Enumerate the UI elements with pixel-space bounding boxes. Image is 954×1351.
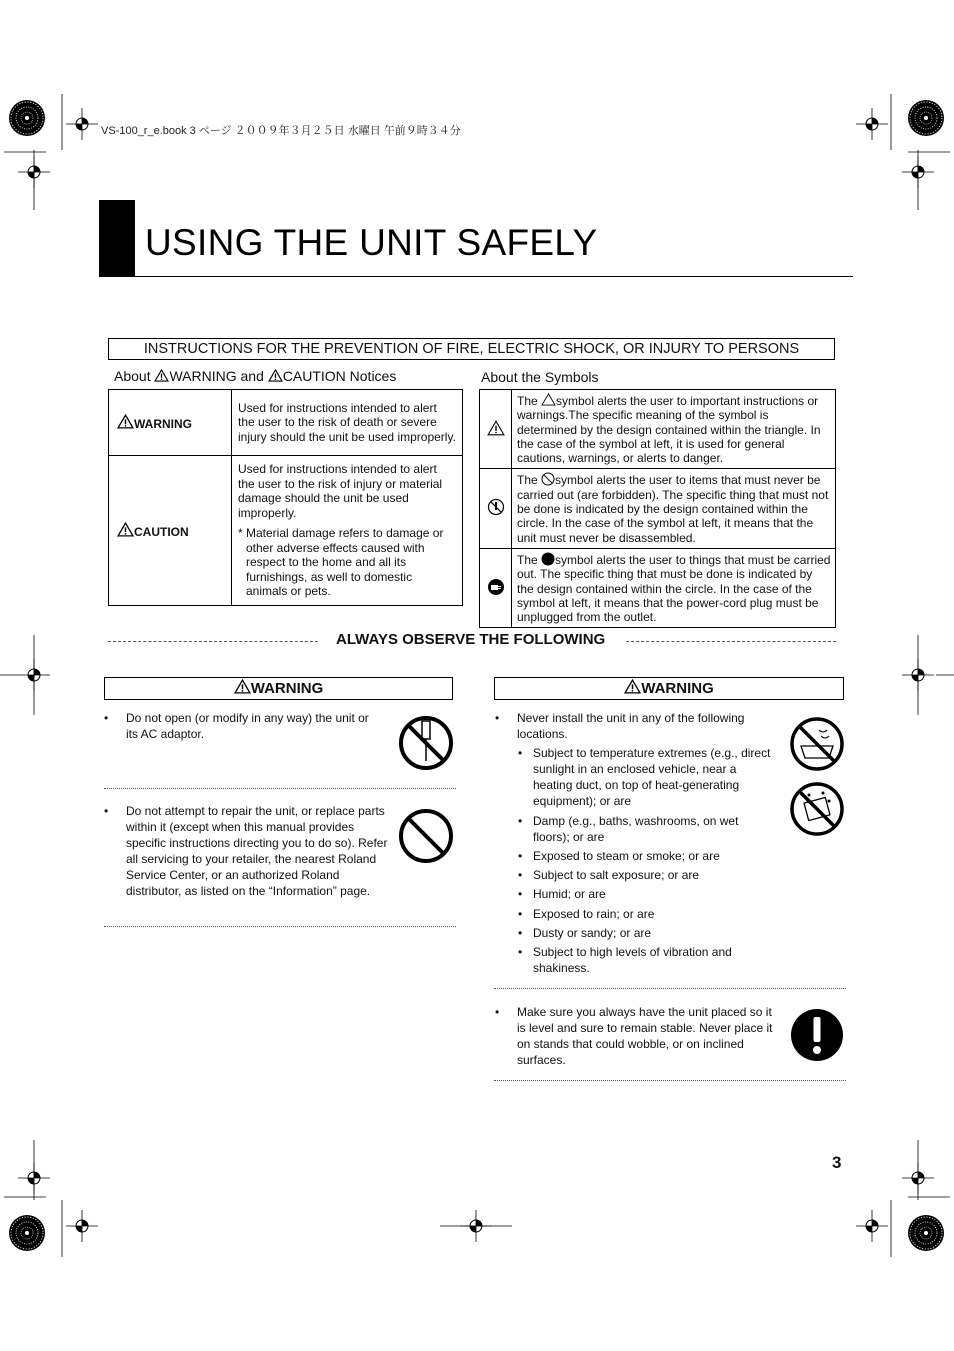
about-prefix: About [114,368,155,384]
location-text: Damp (e.g., baths, washrooms, on wet floors); or are [533,814,739,844]
unplug-icon [487,578,505,596]
page-number: 3 [832,1153,842,1172]
divider [494,988,846,989]
item-text: Do not open (or modify in any way) the unit or its AC adaptor. [126,711,369,741]
symbol-desc-text: symbol alerts the user to things that must be carried out. The specific thing that must be done is indicated by the design contained within the circle. In the case of the symbol at left, it means that the power-cord plug must be unplugged from the outlet. [517,552,831,625]
location-text: Exposed to steam or smoke; or are [533,849,720,863]
location-text: Subject to high levels of vibration and shakiness. [533,945,732,975]
filled-circle-icon [541,552,555,566]
warning-label-cell [109,390,232,456]
list-item [104,803,388,899]
warning-label: WARNING [134,416,192,431]
no-bath-icon [789,716,845,772]
rosette-mark [9,100,45,136]
symbol-icon-cell [480,390,512,469]
triangle-exclamation-icon [487,420,505,436]
right-warning-heading [494,677,844,700]
symbol-description [512,390,836,469]
bullet: • [518,746,523,760]
symbol-desc-prefix: The [517,552,542,567]
caution-label: CAUTION [134,524,189,539]
symbol-description [512,548,836,627]
symbols-table [479,389,836,628]
warning-description: Used for instructions intended to alert the user to the risk of death or severe injury should the unit be used improperly. [232,390,463,456]
divider [626,641,836,642]
location-item [518,867,778,883]
item-text: Never install the unit in any of the following locations. [517,711,745,741]
warning-triangle-icon [234,679,251,694]
location-item [518,745,778,809]
title-rule [99,276,853,277]
crosshair-mark [856,1210,888,1242]
page-title: USING THE UNIT SAFELY [145,222,598,263]
divider [494,1080,846,1081]
symbol-description [512,469,836,548]
bullet: • [518,907,523,921]
warning-triangle-icon [154,369,169,382]
instructions-heading: INSTRUCTIONS FOR THE PREVENTION OF FIRE, ELECTRIC SHOCK, OR INJURY TO PERSONS [108,338,835,360]
about-symbols-heading: About the Symbols [481,369,599,385]
symbol-icon-cell [480,469,512,548]
item-text: Make sure you always have the unit placed so it is level and sure to remain stable. Never place it on stands that could wobble, or on inclined surfaces. [517,1005,773,1067]
notices-table [108,389,463,606]
prohibited-circle-icon [541,472,555,486]
warning-triangle-icon [117,414,134,429]
always-observe-heading: ALWAYS OBSERVE THE FOLLOWING [336,631,606,648]
rosette-mark [908,100,944,136]
warning-label: WARNING [641,680,714,697]
location-item [518,813,778,845]
location-item [518,848,778,864]
mandatory-action-icon [790,1008,844,1062]
bullet: • [495,1005,500,1019]
bullet: • [518,926,523,940]
bullet: • [495,711,500,725]
bullet: • [104,804,109,818]
no-disassembly-icon [398,715,454,771]
crosshair-mark [66,1210,98,1242]
left-warning-heading [104,677,453,700]
bullet: • [518,814,523,828]
crosshair-mark [856,108,888,140]
prohibited-disassembly-icon [487,498,505,516]
location-item [518,925,778,941]
bullet: • [104,711,109,725]
location-text: Dusty or sandy; or are [533,926,652,940]
item-text: Do not attempt to repair the unit, or replace parts within it (except when this manual provides specific instructions directing you to do so). Refer all servicing to your retailer, the nearest Roland Service Center, or an authorized Roland distributor, as listed on the “Information” page. [126,804,388,898]
list-item [104,710,381,742]
caution-footnote: * Material damage refers to damage or other adverse effects caused with respect to the home and all its furnishings, as well to domestic animals or pets. [238,526,444,598]
location-text: Subject to temperature extremes (e.g., direct sunlight in an enclosed vehicle, near a heating duct, on top of heat-generating equipment); or are [533,746,771,808]
list-item [495,1004,775,1068]
bullet: • [518,849,523,863]
list-item [495,710,772,742]
location-text: Subject to salt exposure; or are [533,868,700,882]
rosette-mark [908,1215,944,1251]
location-text: Humid; or are [533,887,606,901]
symbol-desc-text: symbol alerts the user to important instructions or warnings.The specific meaning of the symbol is determined by the design contained within the triangle. In the case of the symbol at left, it is used for general cautions, warnings, or alerts to danger. [517,394,821,466]
symbol-desc-prefix: The [517,394,542,408]
location-item [518,886,778,902]
prohibited-icon [398,808,454,864]
symbol-desc-text: symbol alerts the user to items that must never be carried out (are forbidden). The specific thing that must not be done is indicated by the design contained within the circle. In the case of the symbol at left, it means that the unit must never be disassembled. [517,473,829,545]
about-caution: CAUTION Notices [282,368,397,384]
always-observe-row [108,631,836,651]
print-header: VS-100_r_e.book 3 ページ ２００９年３月２５日 水曜日 午前９時３４分 [101,125,461,137]
symbol-icon-cell [480,548,512,627]
divider [108,641,318,642]
no-water-icon [789,781,845,837]
warning-triangle-icon [624,679,641,694]
rosette-mark [9,1215,45,1251]
caution-description: Used for instructions intended to alert the user to the risk of injury or material damage should the unit be used improperly. [238,462,443,520]
caution-label-cell [109,456,232,606]
crosshair-mark [66,108,98,140]
bullet: • [518,945,523,959]
divider [104,926,456,927]
bullet: • [518,887,523,901]
divider [104,788,456,789]
about-notices-heading [114,368,396,384]
about-warning: WARNING and [169,368,268,384]
location-item [518,906,778,922]
caution-description-cell [232,456,463,606]
symbol-desc-prefix: The [517,473,542,488]
caution-triangle-icon [268,369,283,382]
triangle-outline-icon [541,393,556,406]
caution-triangle-icon [117,522,134,537]
location-item [518,944,778,976]
bullet: • [518,868,523,882]
location-text: Exposed to rain; or are [533,907,655,921]
warning-label: WARNING [250,680,324,697]
title-bar [99,200,135,277]
